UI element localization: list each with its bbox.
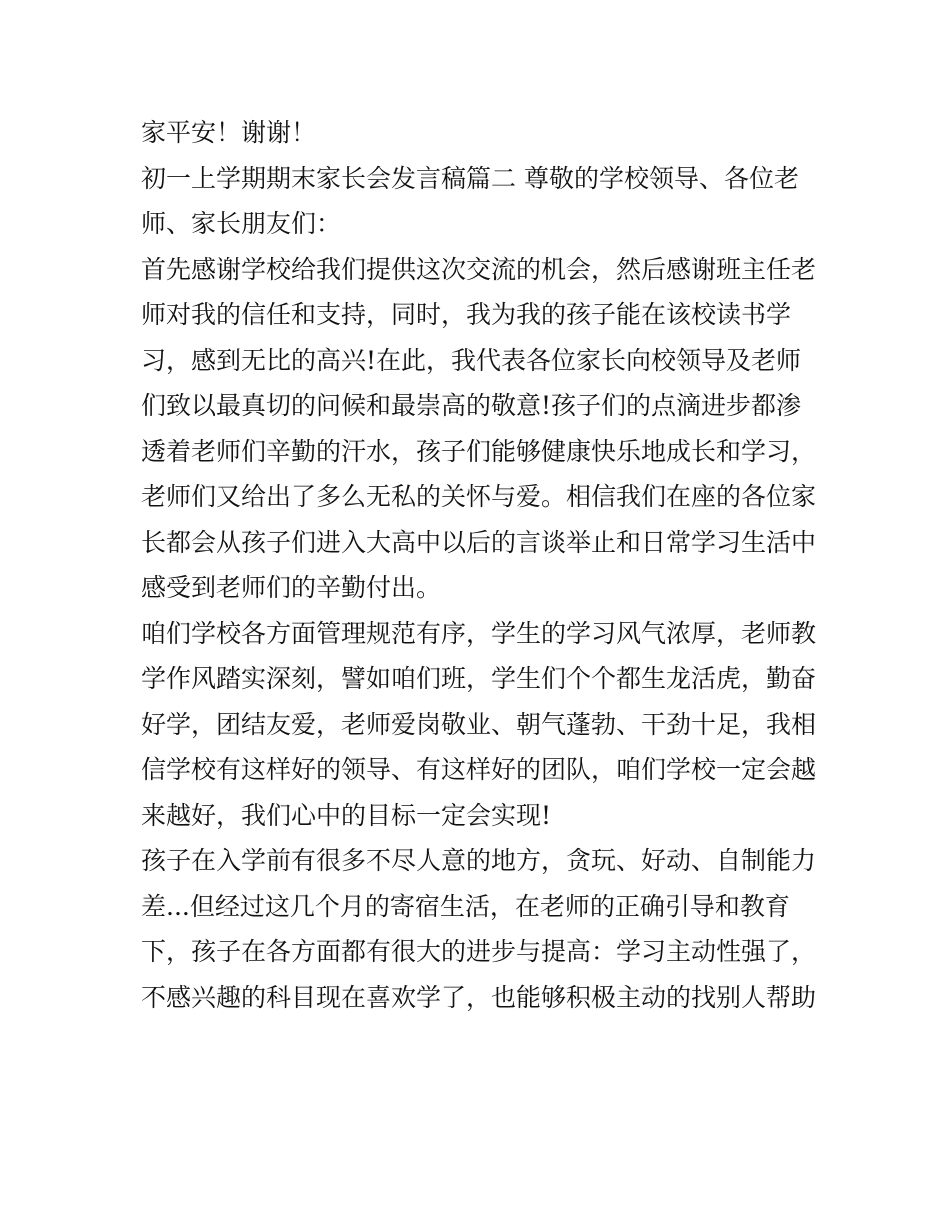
text-line: 感受到老师们的辛勤付出。 bbox=[141, 573, 442, 602]
text-line: 透着老师们辛勤的汗水，孩子们能够健康快乐地成长和学习， bbox=[141, 436, 817, 466]
text-line: 初一上学期期末家长会发言稿篇二 尊敬的学校领导、各位老 bbox=[141, 163, 799, 193]
text-line: 孩子在入学前有很多不尽人意的地方，贪玩、好动、自制能力 bbox=[141, 846, 817, 875]
text-line: 好学，团结友爱，老师爱岗敬业、朝气蓬勃、干劲十足，我相 bbox=[141, 709, 817, 739]
text-line: 下，孩子在各方面都有很大的进步与提高：学习主动性强了， bbox=[141, 937, 817, 966]
text-line: 来越好，我们心中的目标一定会实现! bbox=[141, 800, 552, 830]
text-line: 老师们又给出了多么无私的关怀与爱。相信我们在座的各位家 bbox=[141, 482, 817, 511]
text-line: 差...但经过这几个月的寄宿生活，在老师的正确引导和教育 bbox=[141, 891, 790, 921]
text-line: 习，感到无比的高兴!在此，我代表各位家长向校领导及老师 bbox=[141, 345, 802, 375]
text-line: 首先感谢学校给我们提供这次交流的机会，然后感谢班主任老 bbox=[141, 254, 817, 284]
document-body bbox=[141, 110, 821, 1020]
text-line: 信学校有这样好的领导、有这样好的团队，咱们学校一定会越 bbox=[141, 755, 817, 784]
text-line: 们致以最真切的问候和最崇高的敬意!孩子们的点滴进步都渗 bbox=[141, 391, 802, 420]
text-line: 家平安！谢谢！ bbox=[141, 118, 317, 147]
text-line: 学作风踏实深刻，譬如咱们班，学生们个个都生龙活虎，勤奋 bbox=[141, 664, 817, 693]
text-line: 师对我的信任和支持，同时，我为我的孩子能在该校读书学 bbox=[141, 300, 792, 329]
text-line: 长都会从孩子们进入大高中以后的言谈举止和日常学习生活中 bbox=[141, 527, 817, 557]
text-line: 师、家长朋友们： bbox=[141, 209, 342, 238]
text-line: 不感兴趣的科目现在喜欢学了，也能够积极主动的找别人帮助 bbox=[141, 982, 817, 1012]
text-line: 咱们学校各方面管理规范有序，学生的学习风气浓厚，老师教 bbox=[141, 618, 817, 648]
